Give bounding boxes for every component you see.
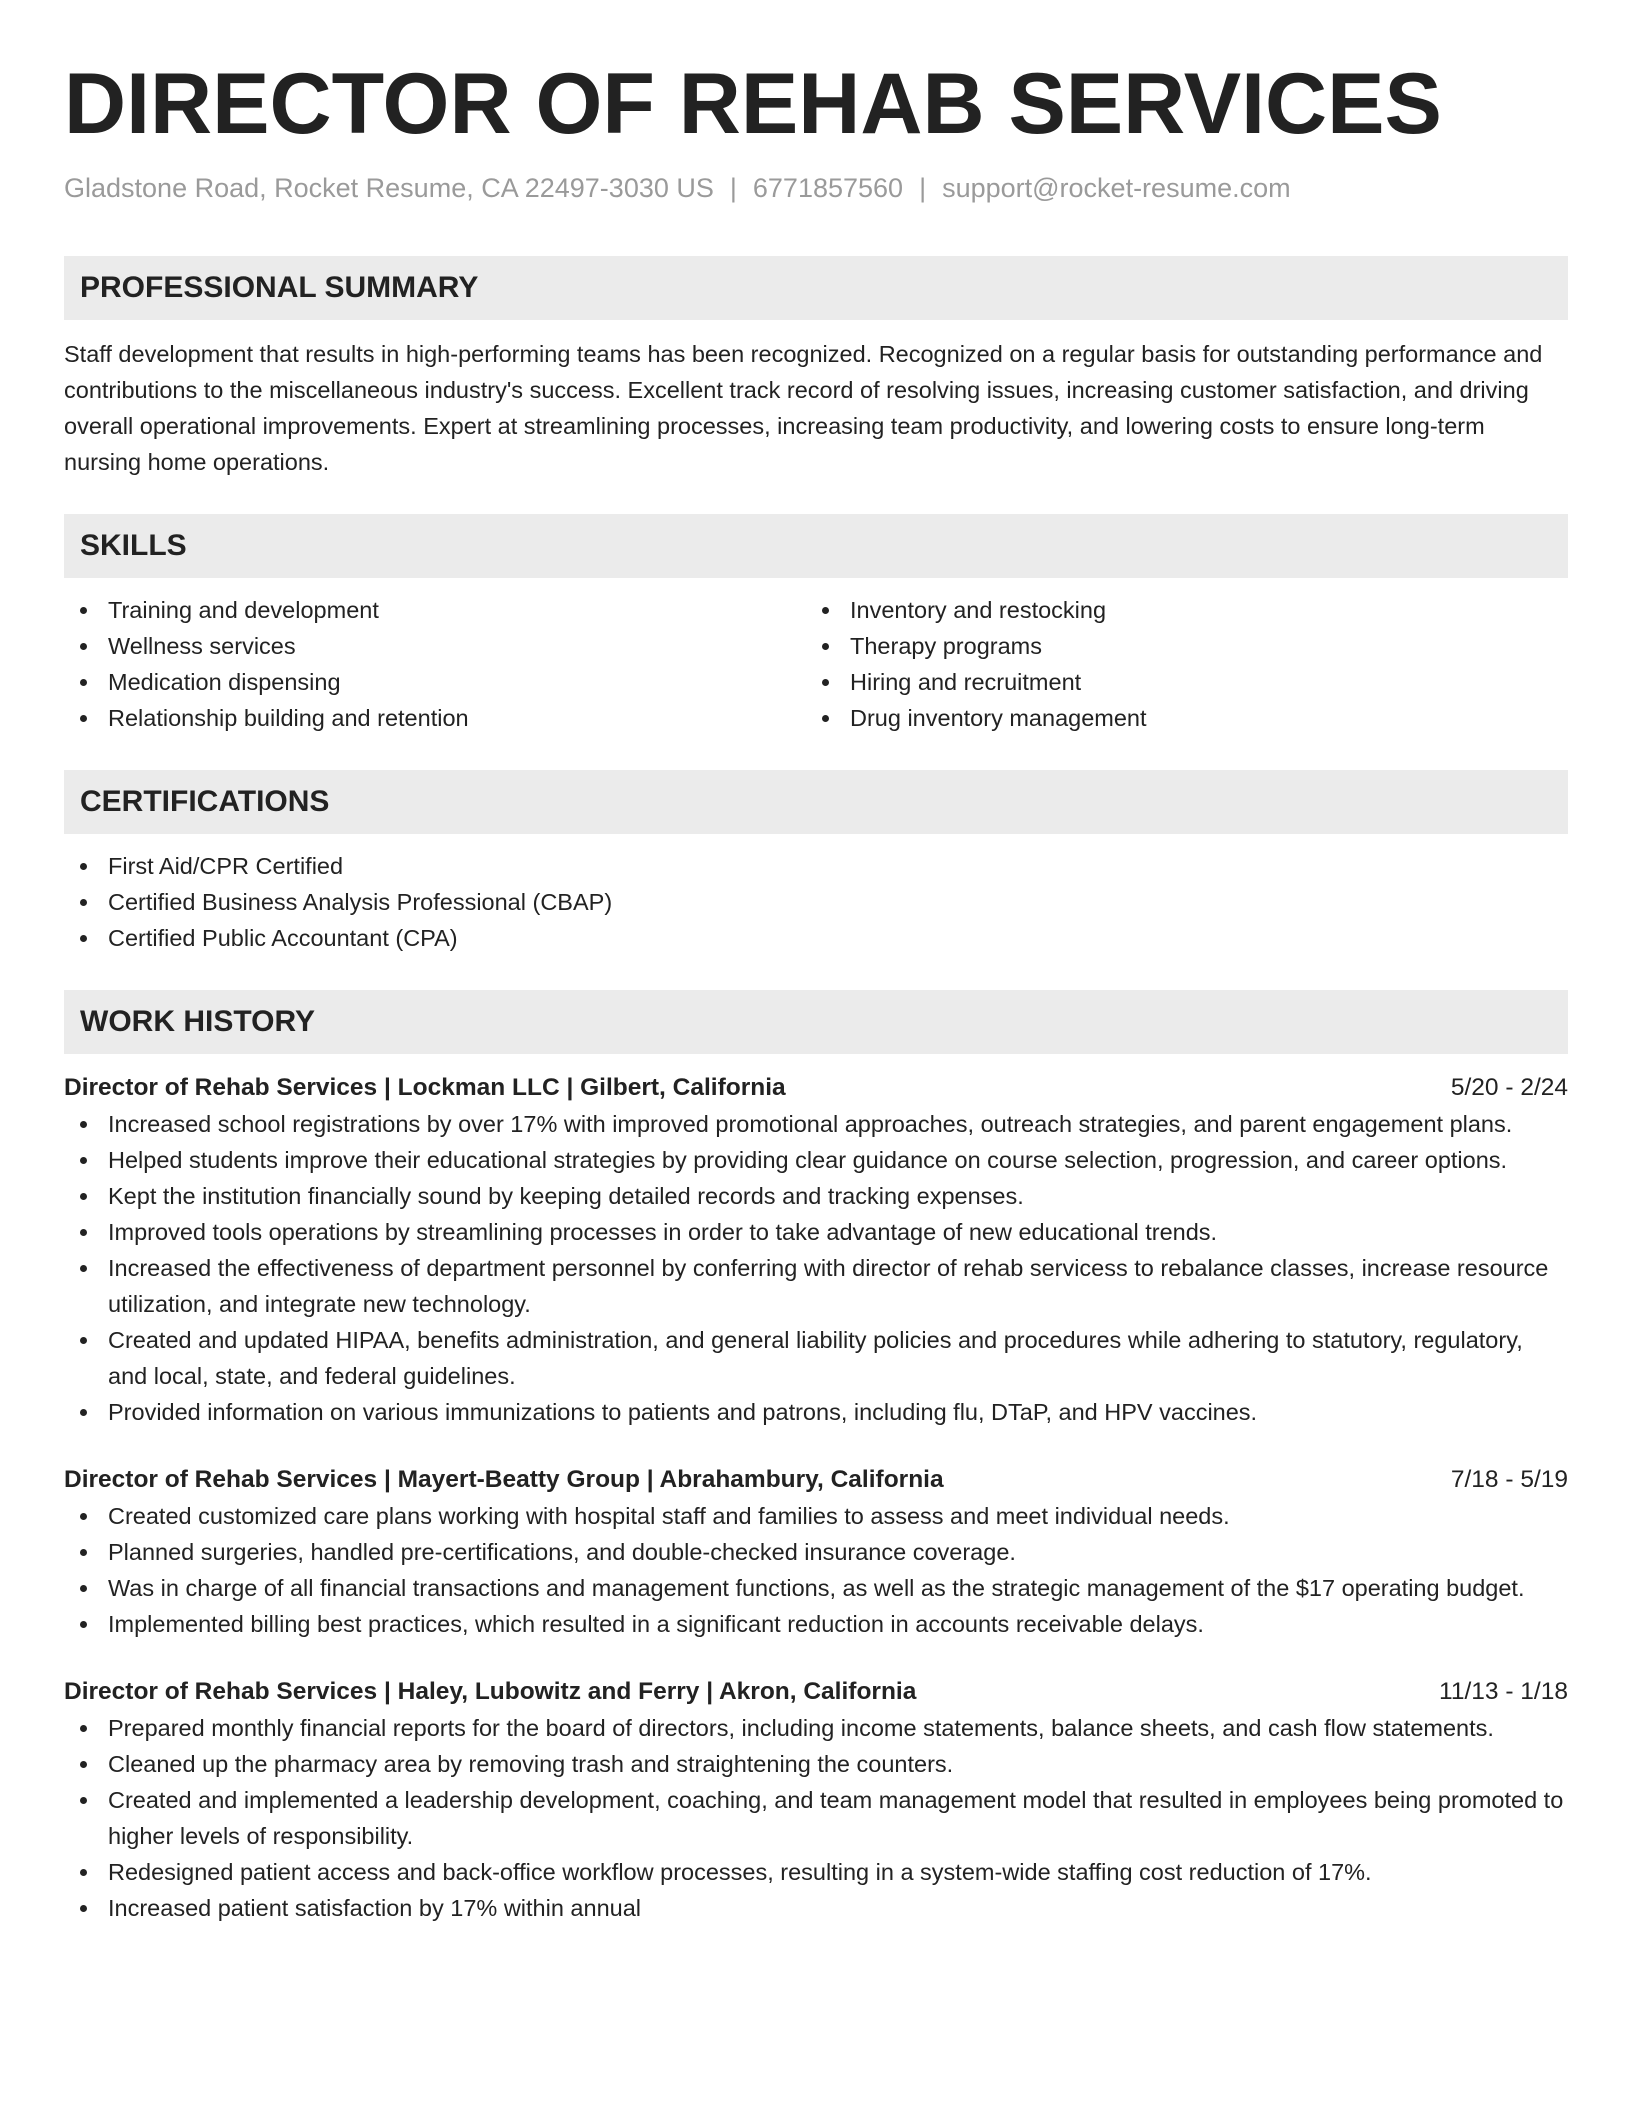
job-bullets [64,1106,1568,1430]
job-title: Director of Rehab Services | Haley, Lubowitz and Ferry | Akron, California [64,1678,917,1705]
section-header-certifications: CERTIFICATIONS [64,770,1568,834]
job-dates: 5/20 - 2/24 [1450,1074,1568,1101]
skill-item: Wellness services [64,628,806,664]
skills-list-right [806,592,1548,736]
certifications-list [64,848,1568,956]
job-entry [64,1070,1568,1430]
job-bullet: Helped students improve their educational strategies by providing clear guidance on course selection, progression, and career options. [64,1142,1568,1178]
resume-name: DIRECTOR OF REHAB SERVICES [64,56,1442,152]
job-bullet: Increased patient satisfaction by 17% within annual [64,1890,1568,1926]
skills-grid [64,592,1568,736]
summary-text: Staff development that results in high-performing teams has been recognized. Recognized on a regular basis for outstanding performance and contributions to the miscellaneous industry's success. Excellent track record of resolving issues, increasing customer satisfaction, and driving overall operational improvements. Expert at streamlining processes, increasing team productivity, and lowering costs to ensure long-term nursing home operations. [64,341,1543,475]
job-bullet: Kept the institution financially sound by keeping detailed records and tracking expenses. [64,1178,1568,1214]
job-bullet: Improved tools operations by streamlining processes in order to take advantage of new educational trends. [64,1214,1568,1250]
job-header [64,1462,1568,1498]
skills-list-left [64,592,806,736]
job-bullet: Increased school registrations by over 17% with improved promotional approaches, outreach strategies, and parent engagement plans. [64,1106,1568,1142]
job-bullet: Redesigned patient access and back-office workflow processes, resulting in a system-wide staffing cost reduction of 17%. [64,1854,1568,1890]
job-title: Director of Rehab Services | Mayert-Beatty Group | Abrahambury, California [64,1466,944,1493]
job-bullet: Prepared monthly financial reports for the board of directors, including income statements, balance sheets, and cash flow statements. [64,1710,1568,1746]
job-bullets [64,1498,1568,1642]
job-entry [64,1674,1568,1926]
job-dates: 7/18 - 5/19 [1450,1466,1568,1493]
skill-item: Drug inventory management [806,700,1548,736]
resume-page [64,56,1568,1926]
job-entry [64,1462,1568,1642]
skills-column-left [64,592,806,736]
skill-item: Medication dispensing [64,664,806,700]
contact-separator: | [729,173,737,203]
job-bullet: Created and updated HIPAA, benefits administration, and general liability policies and procedures while adhering to statutory, regulatory, and local, state, and federal guidelines. [64,1322,1568,1394]
contact-separator: | [919,173,927,203]
certification-item: First Aid/CPR Certified [64,848,1568,884]
section-header-summary: PROFESSIONAL SUMMARY [64,256,1568,320]
job-bullets [64,1710,1568,1926]
certification-item: Certified Business Analysis Professional (CBAP) [64,884,1568,920]
contact-phone: 6771857560 [752,173,904,203]
job-bullet: Planned surgeries, handled pre-certifications, and double-checked insurance coverage. [64,1534,1568,1570]
job-header [64,1070,1568,1106]
job-bullet: Provided information on various immunizations to patients and patrons, including flu, DTaP, and HPV vaccines. [64,1394,1568,1430]
job-title: Director of Rehab Services | Lockman LLC | Gilbert, California [64,1074,786,1101]
job-bullet: Implemented billing best practices, which resulted in a significant reduction in accounts receivable delays. [64,1606,1568,1642]
job-bullet: Created and implemented a leadership development, coaching, and team management model that resulted in employees being promoted to higher levels of responsibility. [64,1782,1568,1854]
contact-address: Gladstone Road, Rocket Resume, CA 22497-3030 US [64,173,714,203]
job-bullet: Cleaned up the pharmacy area by removing trash and straightening the counters. [64,1746,1568,1782]
skill-item: Therapy programs [806,628,1548,664]
job-header [64,1674,1568,1710]
contact-line [64,170,1568,206]
skills-column-right [806,592,1548,736]
section-header-skills: SKILLS [64,514,1568,578]
contact-email: support@rocket-resume.com [942,173,1291,203]
job-dates: 11/13 - 1/18 [1439,1678,1568,1705]
job-bullet: Increased the effectiveness of department personnel by conferring with director of rehab servicess to rebalance classes, increase resource utilization, and integrate new technology. [64,1250,1568,1322]
job-bullet: Created customized care plans working with hospital staff and families to assess and meet individual needs. [64,1498,1568,1534]
section-header-work-history: WORK HISTORY [64,990,1568,1054]
skill-item: Relationship building and retention [64,700,806,736]
skill-item: Training and development [64,592,806,628]
certification-item: Certified Public Accountant (CPA) [64,920,1568,956]
skill-item: Hiring and recruitment [806,664,1548,700]
job-bullet: Was in charge of all financial transactions and management functions, as well as the strategic management of the $17 operating budget. [64,1570,1568,1606]
skill-item: Inventory and restocking [806,592,1548,628]
